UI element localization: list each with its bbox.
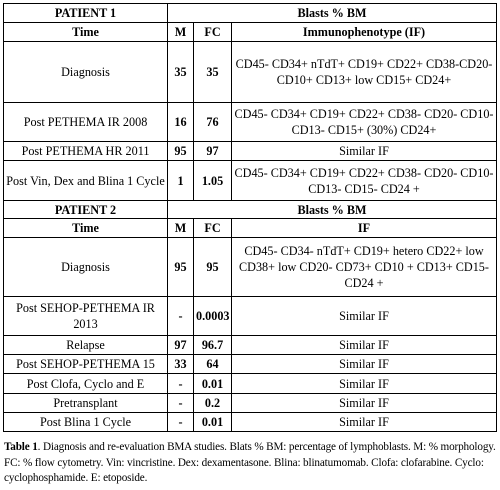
if-cell: CD45- CD34+ CD19+ CD22+ CD38- CD20- CD10- CD13- CD15- CD24 + bbox=[232, 161, 497, 201]
fc-cell: 97 bbox=[194, 142, 232, 161]
patient1-column-header-row bbox=[4, 23, 497, 42]
time-cell: Post PETHEMA HR 2011 bbox=[4, 142, 168, 161]
if-cell: Similar IF bbox=[232, 142, 497, 161]
patient1-title-row bbox=[4, 4, 497, 23]
fc-cell: 76 bbox=[194, 103, 232, 142]
m-cell: 97 bbox=[168, 336, 194, 355]
m-cell: 33 bbox=[168, 355, 194, 374]
table-row bbox=[4, 394, 497, 413]
patient2-col-m: M bbox=[168, 219, 194, 238]
m-cell: - bbox=[168, 413, 194, 432]
table-row bbox=[4, 355, 497, 374]
m-cell: - bbox=[168, 394, 194, 413]
table-caption bbox=[4, 440, 498, 487]
table-row bbox=[4, 374, 497, 394]
table-row bbox=[4, 297, 497, 336]
time-cell: Post Blina 1 Cycle bbox=[4, 413, 168, 432]
time-cell: Post PETHEMA IR 2008 bbox=[4, 103, 168, 142]
fc-cell: 0.01 bbox=[194, 413, 232, 432]
if-cell: Similar IF bbox=[232, 336, 497, 355]
table-row bbox=[4, 142, 497, 161]
patient2-column-header-row bbox=[4, 219, 497, 238]
time-cell: Post Vin, Dex and Blina 1 Cycle bbox=[4, 161, 168, 201]
fc-cell: 1.05 bbox=[194, 161, 232, 201]
if-cell: Similar IF bbox=[232, 355, 497, 374]
patient2-col-if: IF bbox=[232, 219, 497, 238]
time-cell: Diagnosis bbox=[4, 42, 168, 103]
table-row bbox=[4, 103, 497, 142]
fc-cell: 64 bbox=[194, 355, 232, 374]
table-row bbox=[4, 336, 497, 355]
fc-cell: 0.01 bbox=[194, 374, 232, 394]
patient1-col-fc: FC bbox=[194, 23, 232, 42]
time-cell: Diagnosis bbox=[4, 238, 168, 297]
m-cell: - bbox=[168, 297, 194, 336]
bma-studies-table bbox=[3, 3, 497, 432]
caption-text: . Diagnosis and re-evaluation BMA studies. Blats % BM: percentage of lymphoblasts. M: % morphology. FC: % flow cytometry. Vin: vincristine. Dex: dexamentasone. Blina: blinatumomab. Clofa: clofarabine. Cyclo: cyclophosphamide. E: etoposide. bbox=[4, 441, 496, 484]
table-row bbox=[4, 42, 497, 103]
time-cell: Pretransplant bbox=[4, 394, 168, 413]
time-cell: Post SEHOP-PETHEMA IR 2013 bbox=[4, 297, 168, 336]
table-row bbox=[4, 238, 497, 297]
if-cell: Similar IF bbox=[232, 413, 497, 432]
table-row bbox=[4, 413, 497, 432]
patient1-blasts-header: Blasts % BM bbox=[168, 4, 497, 23]
m-cell: 95 bbox=[168, 238, 194, 297]
if-cell: CD45- CD34- nTdT+ CD19+ hetero CD22+ low CD38+ low CD20- CD73+ CD10 + CD13+ CD15- CD24 + bbox=[232, 238, 497, 297]
patient2-col-fc: FC bbox=[194, 219, 232, 238]
patient2-title-row bbox=[4, 201, 497, 219]
m-cell: 35 bbox=[168, 42, 194, 103]
m-cell: - bbox=[168, 374, 194, 394]
if-cell: Similar IF bbox=[232, 374, 497, 394]
m-cell: 16 bbox=[168, 103, 194, 142]
if-cell: CD45- CD34+ nTdT+ CD19+ CD22+ CD38-CD20- CD10+ CD13+ low CD15+ CD24+ bbox=[232, 42, 497, 103]
patient1-title: PATIENT 1 bbox=[4, 4, 168, 23]
fc-cell: 96.7 bbox=[194, 336, 232, 355]
time-cell: Relapse bbox=[4, 336, 168, 355]
patient2-blasts-header: Blasts % BM bbox=[168, 201, 497, 219]
patient2-col-time: Time bbox=[4, 219, 168, 238]
time-cell: Post Clofa, Cyclo and E bbox=[4, 374, 168, 394]
m-cell: 95 bbox=[168, 142, 194, 161]
fc-cell: 35 bbox=[194, 42, 232, 103]
fc-cell: 95 bbox=[194, 238, 232, 297]
fc-cell: 0.0003 bbox=[194, 297, 232, 336]
fc-cell: 0.2 bbox=[194, 394, 232, 413]
patient1-col-if: Immunophenotype (IF) bbox=[232, 23, 497, 42]
table-row bbox=[4, 161, 497, 201]
m-cell: 1 bbox=[168, 161, 194, 201]
caption-label: Table 1 bbox=[4, 441, 38, 453]
if-cell: Similar IF bbox=[232, 297, 497, 336]
patient1-col-time: Time bbox=[4, 23, 168, 42]
patient2-title: PATIENT 2 bbox=[4, 201, 168, 219]
time-cell: Post SEHOP-PETHEMA 15 bbox=[4, 355, 168, 374]
if-cell: CD45- CD34+ CD19+ CD22+ CD38- CD20- CD10- CD13- CD15+ (30%) CD24+ bbox=[232, 103, 497, 142]
if-cell: Similar IF bbox=[232, 394, 497, 413]
patient1-col-m: M bbox=[168, 23, 194, 42]
